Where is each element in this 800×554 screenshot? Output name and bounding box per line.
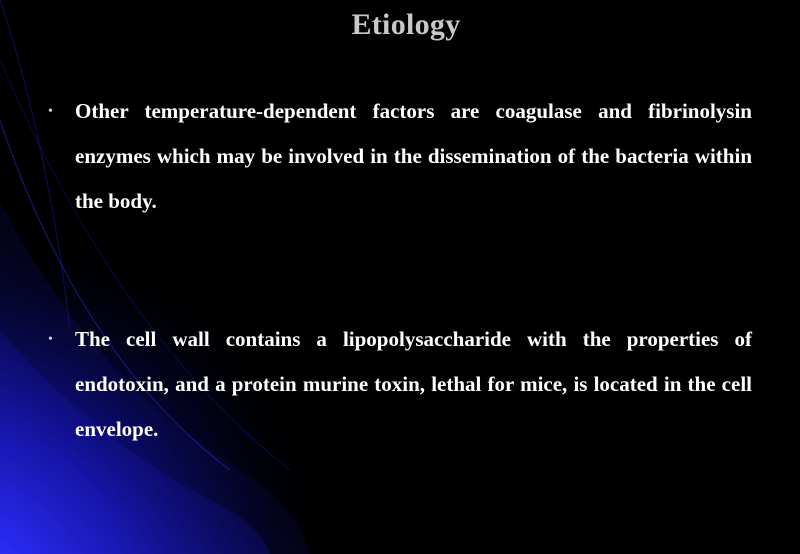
bullet-text: The cell wall contains a lipopolysaccharide with the properties of endotoxin, and a protein murine toxin, lethal for mice, is located in the cell envelope. [75,327,752,441]
bullet-icon: • [48,104,53,119]
slide-title: Etiology [351,8,461,41]
bullet-text: Other temperature-dependent factors are coagulase and fibrinolysin enzymes which may be involved in the dissemination of the bacteria within the body. [75,99,752,213]
bullet-icon: • [48,332,53,347]
